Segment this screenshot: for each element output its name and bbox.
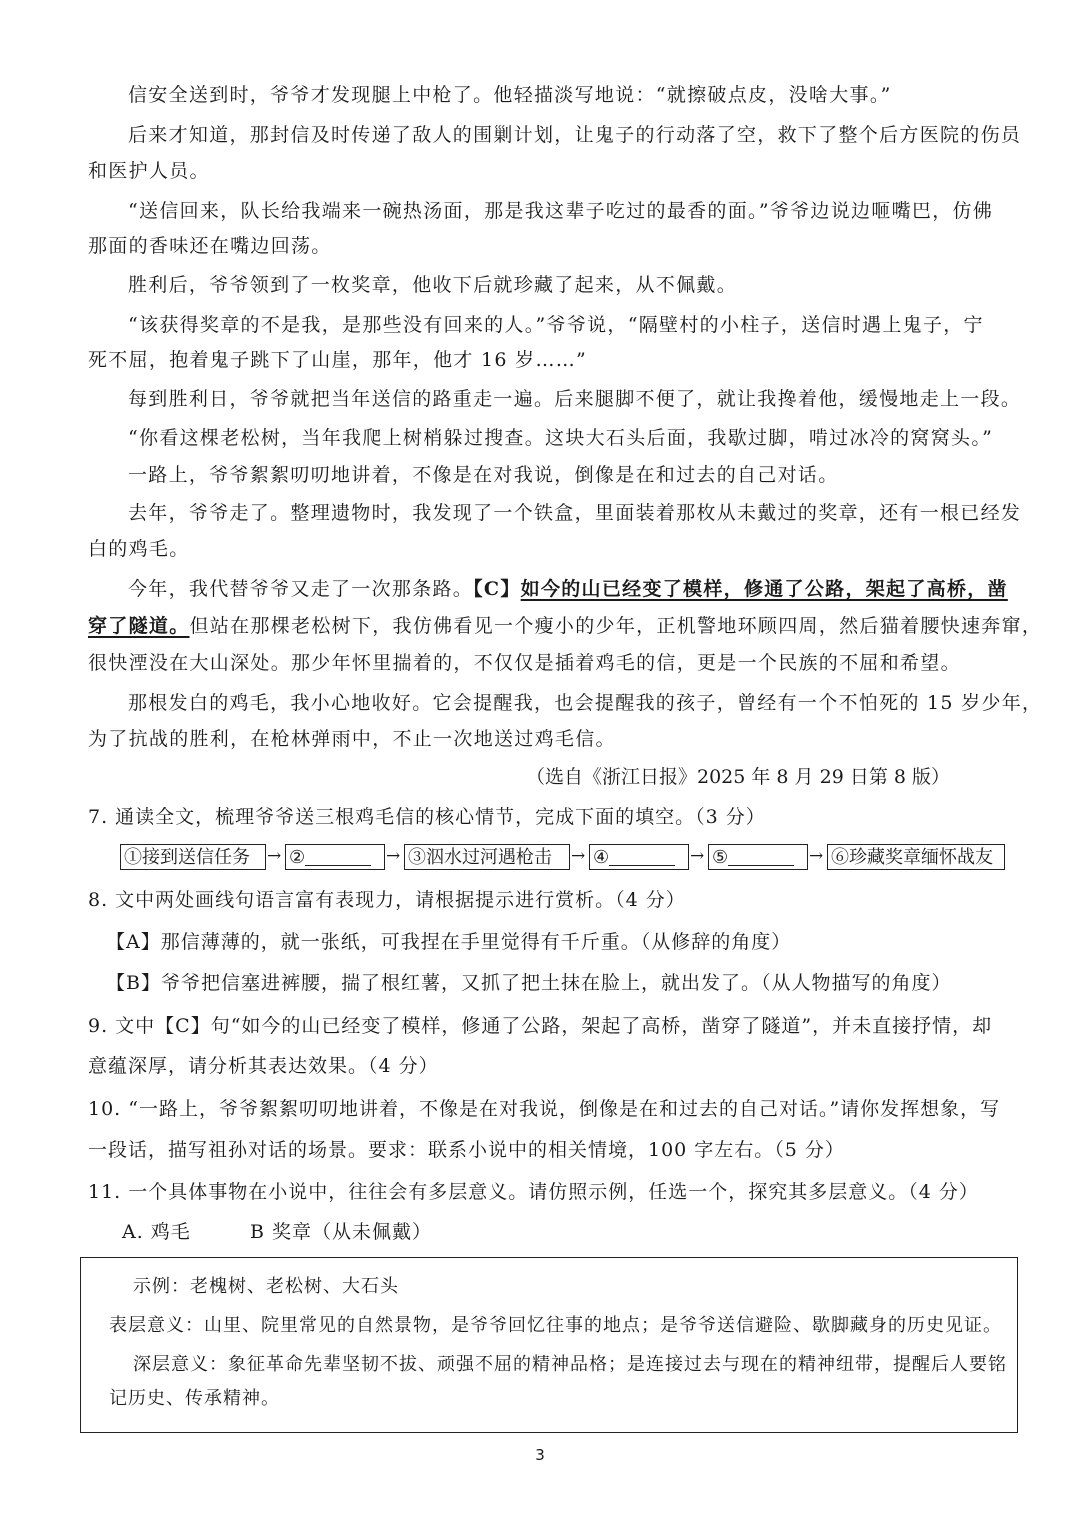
passage-line: 每到胜利日，爷爷就把当年送信的路重走一遍。后来腿脚不便了，就让我搀着他，缓慢地走上一段。 <box>128 388 1022 410</box>
flow-step-5: ⑤ <box>708 844 808 870</box>
example-title: 示例：老槐树、老松树、大石头 <box>133 1276 399 1297</box>
flow-step-1: ①接到送信任务 <box>120 844 266 870</box>
flow-arrow: → <box>571 846 586 866</box>
question-10: 10. “一路上，爷爷絮絮叨叨地讲着，不像是在对我说，倒像是在和过去的自己对话。”请你发挥想象，写 <box>88 1098 1001 1120</box>
answer-blank[interactable] <box>305 847 371 866</box>
passage-line: 胜利后，爷爷领到了一枚奖章，他收下后就珍藏了起来，从不佩戴。 <box>128 274 738 296</box>
passage-line-c <box>128 574 1008 604</box>
example-deep-meaning-cont: 记历史、传承精神。 <box>109 1388 280 1409</box>
flow-step-4: ④ <box>589 844 689 870</box>
option-b: B 奖章（从未佩戴） <box>250 1221 433 1243</box>
passage-line: 和医护人员。 <box>88 160 210 182</box>
passage-line: 很快湮没在大山深处。那少年怀里揣着的，不仅仅是插着鸡毛的信，更是一个民族的不屈和希望。 <box>88 652 961 674</box>
flow-step-6: ⑥珍藏奖章缅怀战友 <box>827 844 1005 870</box>
passage-line: 为了抗战的胜利，在枪林弹雨中，不止一次地送过鸡毛信。 <box>88 728 616 750</box>
question-10-cont: 一段话，描写祖孙对话的场景。要求：联系小说中的相关情境，100 字左右。（5 分） <box>88 1139 845 1161</box>
underlined-sentence-c: 如今的山已经变了模样，修通了公路，架起了高桥，凿 <box>520 578 1008 600</box>
passage-line: “该获得奖章的不是我，是那些没有回来的人。”爷爷说，“隔壁村的小柱子，送信时遇上鬼子，宁 <box>128 314 984 336</box>
passage-text: 今年，我代替爷爷又走了一次那条路。 <box>128 578 474 600</box>
question-11: 11. 一个具体事物在小说中，往往会有多层意义。请仿照示例，任选一个，探究其多层意义。（4 分） <box>88 1181 979 1203</box>
page-number: 3 <box>535 1446 545 1464</box>
passage-line: “你看这棵老松树，当年我爬上树梢躲过搜查。这块大石头后面，我歇过脚，啃过冰冷的窝窝头。” <box>128 427 994 449</box>
question-8b: 【B】爷爷把信塞进裤腰，揣了根红薯，又抓了把土抹在脸上，就出发了。（从人物描写的角度） <box>106 972 952 994</box>
passage-line: 一路上，爷爷絮絮叨叨地讲着，不像是在对我说，倒像是在和过去的自己对话。 <box>128 464 839 486</box>
passage-line <box>88 611 1043 641</box>
question-9: 9. 文中【C】句“如今的山已经变了模样，修通了公路，架起了高桥，凿穿了隧道”，并未直接抒情，却 <box>88 1015 993 1037</box>
source-citation: （选自《浙江日报》2025 年 8 月 29 日第 8 版） <box>526 766 950 788</box>
flow-step-3: ③泅水过河遇枪击 <box>404 844 570 870</box>
example-deep-meaning: 深层意义：象征革命先辈坚韧不拔、顽强不屈的精神品格；是连接过去与现在的精神纽带，提醒后人要铭 <box>133 1354 1007 1375</box>
passage-line: “送信回来，队长给我端来一碗热汤面，那是我这辈子吃过的最香的面。”爷爷边说边咂嘴巴，仿佛 <box>128 200 994 222</box>
question-9-cont: 意蕴深厚，请分析其表达效果。（4 分） <box>88 1055 439 1077</box>
passage-line: 死不屈，抱着鬼子跳下了山崖，那年，他才 16 岁……” <box>88 349 588 371</box>
mark-c: 【C】 <box>473 578 521 600</box>
passage-line: 信安全送到时，爷爷才发现腿上中枪了。他轻描淡写地说：“就擦破点皮，没啥大事。” <box>128 84 892 106</box>
question-7: 7. 通读全文，梳理爷爷送三根鸡毛信的核心情节，完成下面的填空。（3 分） <box>88 806 766 828</box>
flow-arrow: → <box>386 846 401 866</box>
flow-arrow: → <box>267 846 282 866</box>
passage-line: 白的鸡毛。 <box>88 538 190 560</box>
passage-line: 那面的香味还在嘴边回荡。 <box>88 235 332 257</box>
passage-text: 但站在那棵老松树下，我仿佛看见一个瘦小的少年，正机警地环顾四周，然后猫着腰快速奔窜， <box>189 615 1043 637</box>
answer-blank[interactable] <box>609 847 675 866</box>
question-8: 8. 文中两处画线句语言富有表现力，请根据提示进行赏析。（4 分） <box>88 889 686 911</box>
answer-blank[interactable] <box>728 847 794 866</box>
example-box <box>80 1257 1018 1433</box>
flow-arrow: → <box>809 846 824 866</box>
question-8a: 【A】那信薄薄的，就一张纸，可我捏在手里觉得有千斤重。（从修辞的角度） <box>106 931 792 953</box>
passage-line: 去年，爷爷走了。整理遗物时，我发现了一个铁盒，里面装着那枚从未戴过的奖章，还有一根已经发 <box>128 502 1022 524</box>
passage-line: 后来才知道，那封信及时传递了敌人的围剿计划，让鬼子的行动落了空，救下了整个后方医院的伤员 <box>128 124 1022 146</box>
underlined-sentence-c-end: 穿了隧道。 <box>88 615 190 637</box>
flow-arrow: → <box>690 846 705 866</box>
option-a: A. 鸡毛 <box>122 1221 191 1243</box>
flow-step-2: ② <box>285 844 385 870</box>
example-surface-meaning: 表层意义：山里、院里常见的自然景物，是爷爷回忆往事的地点；是爷爷送信避险、歇脚藏身的历史见证。 <box>109 1315 1002 1336</box>
passage-line: 那根发白的鸡毛，我小心地收好。它会提醒我，也会提醒我的孩子，曾经有一个不怕死的 15 岁少年， <box>128 692 1043 714</box>
